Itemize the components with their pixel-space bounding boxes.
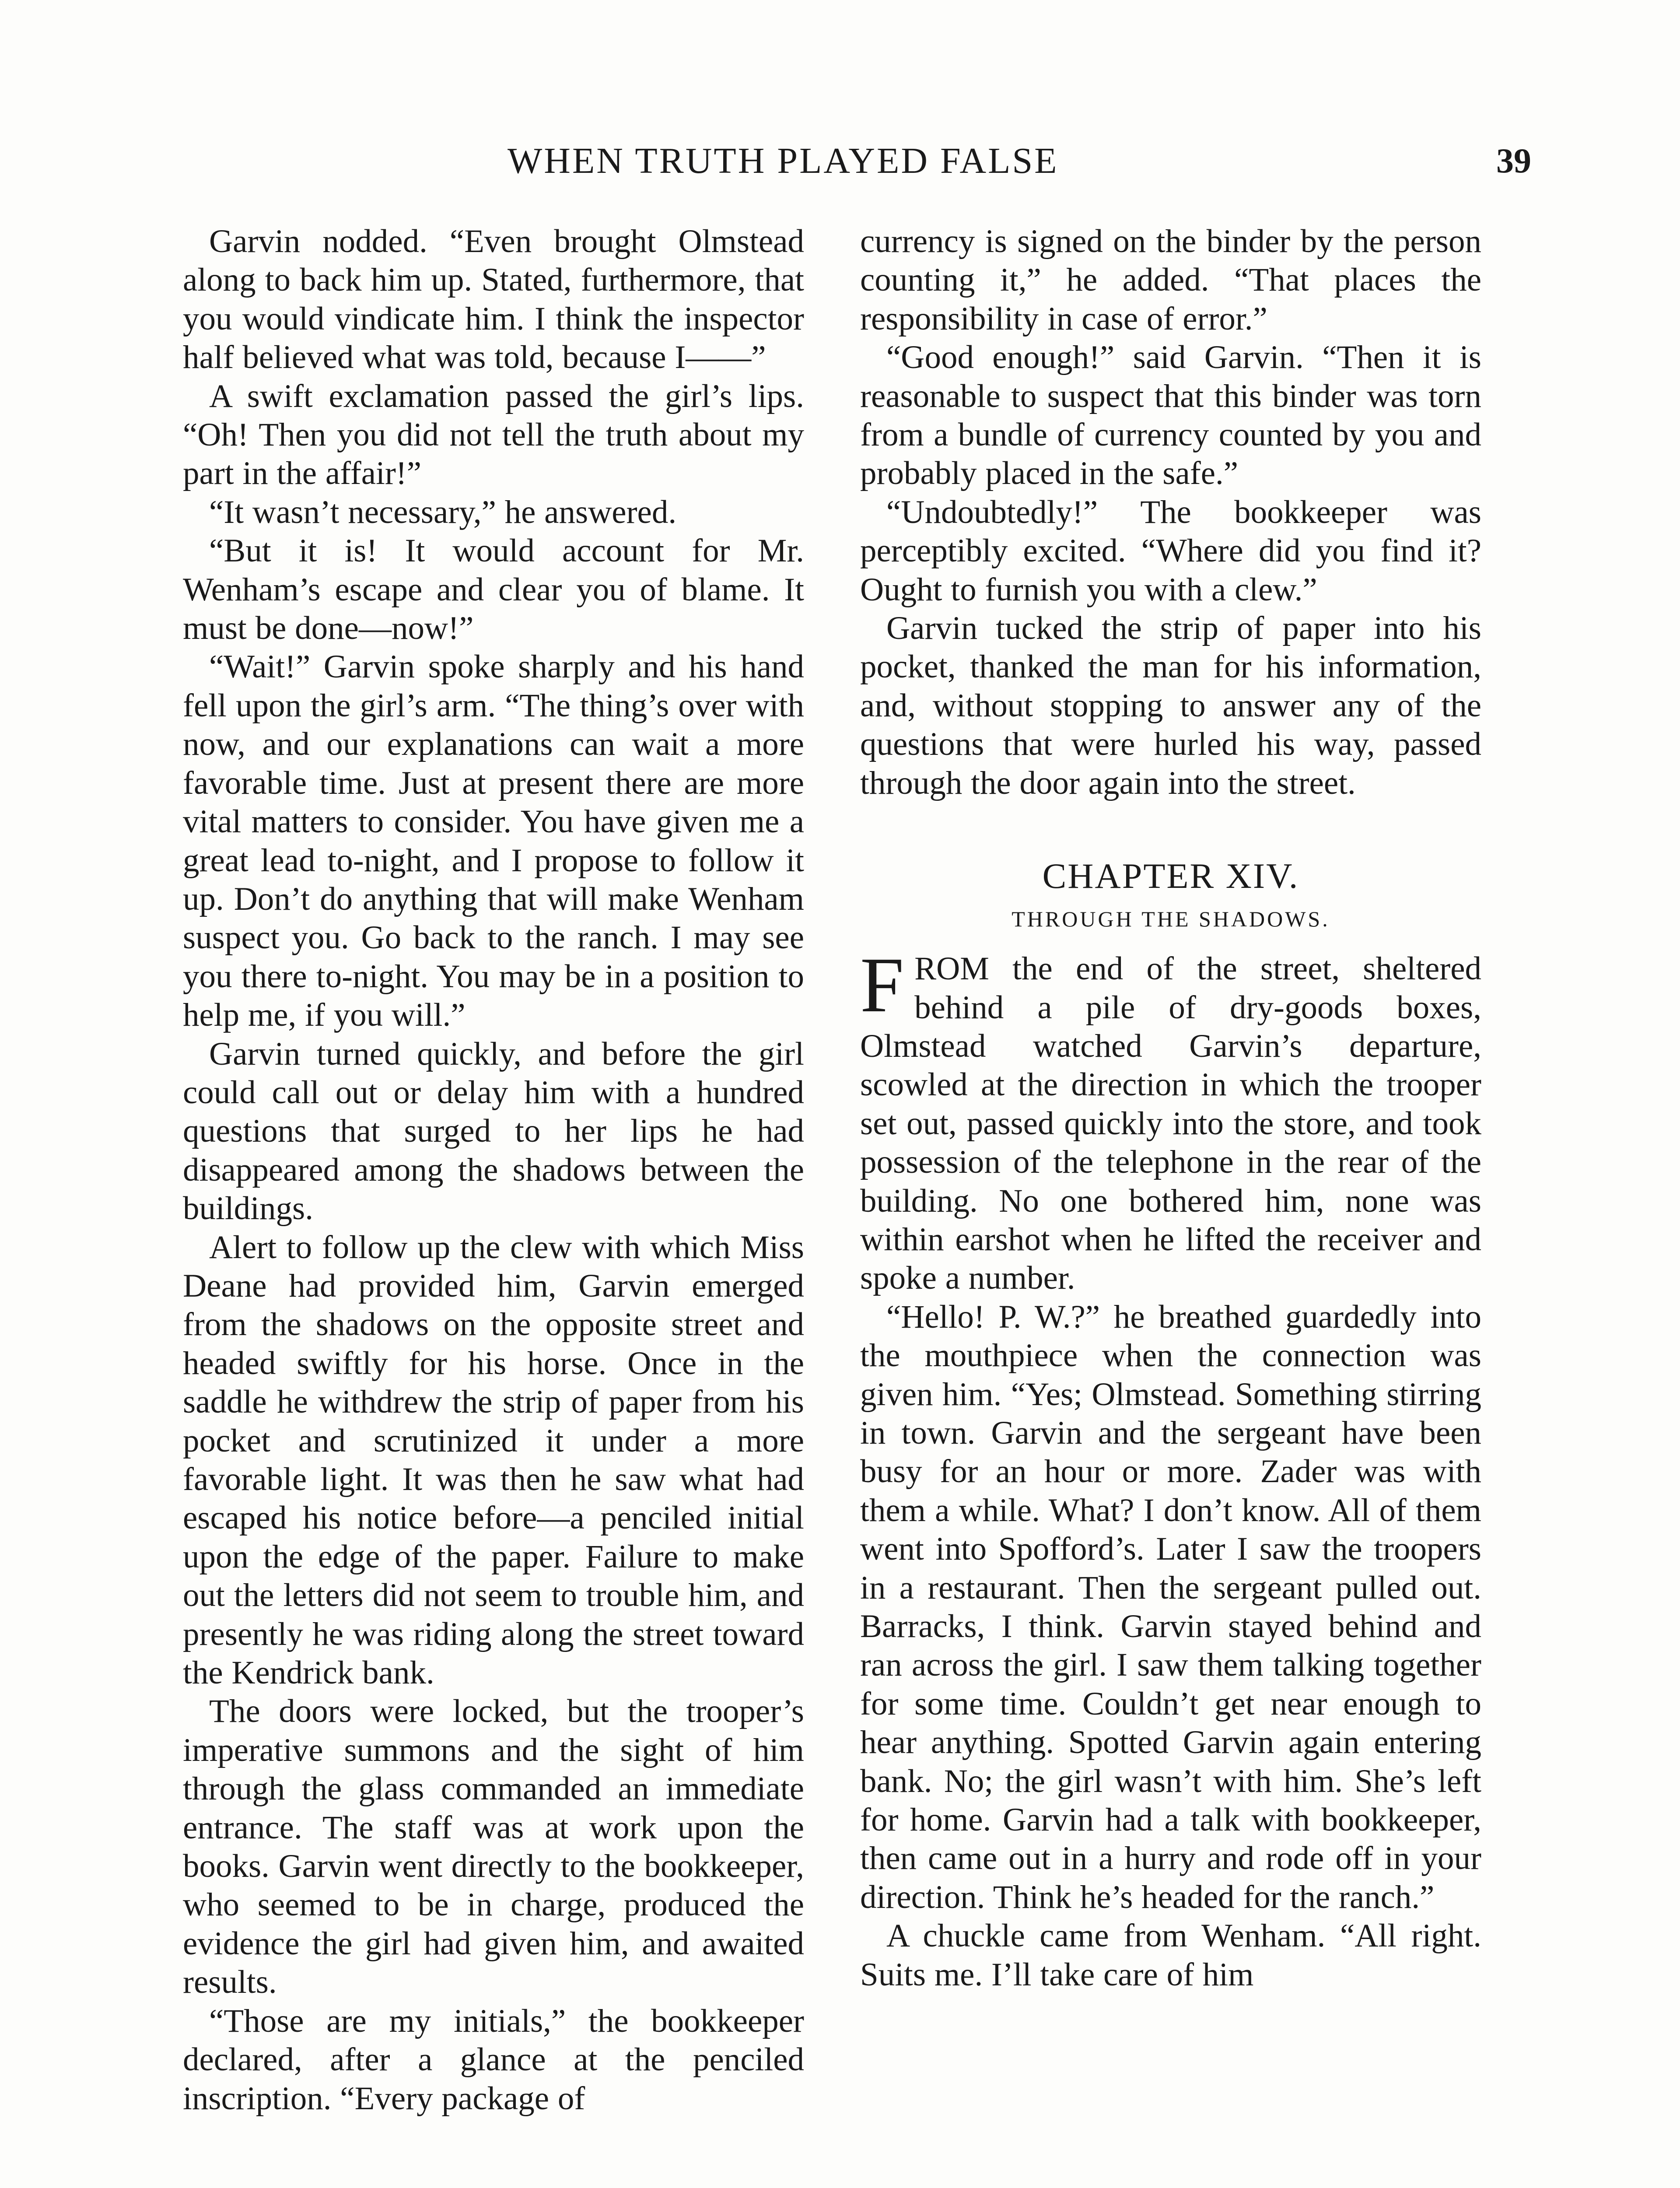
paragraph: “Those are my initials,” the bookkeeper declared, after a glance at the penciled inscription. “Every package of (183, 2002, 804, 2117)
running-head (175, 139, 1531, 183)
paragraph: The doors were locked, but the trooper’s imperative summons and the sight of him through the glass commanded an immediate entrance. The staff was at work upon the books. Garvin went directly to the bookkeeper, who seemed to be in charge, produced the evidence the girl had given him, and awaited results. (183, 1693, 804, 2001)
paragraph-continued: currency is signed on the binder by the person counting it,” he added. “That places the responsibility in case of error.” (860, 223, 1481, 337)
paragraph: “Wait!” Garvin spoke sharply and his hand fell upon the girl’s arm. “The thing’s over with now, and our explanations can wait a more favorable time. Just at present there are more vital matters to consider. You have given me a great lead to-night, and I propose to follow it up. Don’t do anything that will make Wenham suspect you. Go back to the ranch. I may see you there to-night. You may be in a position to help me, if you will.” (183, 649, 804, 1034)
chapter-title-block (860, 854, 1481, 936)
chapter-heading: CHAPTER XIV. (1042, 856, 1299, 896)
paragraph: “Hello! P. W.?” he breathed guardedly into the mouthpiece when the connection was given him. “Yes; Olmstead. Something stirring in town. Garvin and the sergeant have been busy for an hour or more. Zader was with them a while. What? I don’t know. All of them went into Spofford’s. Later I saw the troopers in a restaurant. Then the sergeant pulled out. Barracks, I think. Garvin stayed behind and ran across the girl. I saw them talking together for some time. Couldn’t get near enough to hear anything. Spotted Garvin again entering bank. No; the girl wasn’t with him. She’s left for home. Garvin had a talk with bookkeeper, then came out in a hurry and rode off in your direction. Think he’s headed for the ranch.” (860, 1298, 1481, 1915)
page-number: 39 (1496, 142, 1531, 180)
chapter-subtitle: THROUGH THE SHADOWS. (1012, 907, 1330, 932)
paragraph: “But it is! It would account for Mr. Wenham’s escape and clear you of blame. It must be done—now!” (183, 533, 804, 647)
paragraph: A chuckle came from Wenham. “All right. Suits me. I’ll take care of him (860, 1918, 1481, 1993)
opening-text: ROM the end of the street, sheltered behind a pile of dry-goods boxes, Olmstead watched Garvin’s departure, scowled at the direction in which the trooper set out, passed quickly into the store, and took possession of the telephone in the rear of the building. No one bothered him, none was within earshot when he lifted the receiver and spoke a number. (860, 950, 1481, 1297)
paragraph: Alert to follow up the clew with which Miss Deane had provided him, Garvin emerged from the shadows on the opposite street and headed swiftly for his horse. Once in the saddle he withdrew the strip of paper from his pocket and scrutinized it under a more favorable light. It was then he saw what had escaped his notice before—a penciled initial upon the edge of the paper. Failure to make out the letters did not seem to trouble him, and presently he was riding along the street toward the Kendrick bank. (183, 1229, 804, 1691)
paragraph: A swift exclamation passed the girl’s lips. “Oh! Then you did not tell the truth about my part in the affair!” (183, 378, 804, 492)
drop-cap: F (860, 941, 904, 1029)
paragraph: Garvin nodded. “Even brought Olmstead along to back him up. Stated, furthermore, that you would vindicate him. I think the inspector half believed what was told, because I——” (183, 223, 804, 376)
paragraph: “Good enough!” said Garvin. “Then it is reasonable to suspect that this binder was torn from a bundle of currency counted by you and probably placed in the safe.” (860, 339, 1481, 492)
running-title: WHEN TRUTH PLAYED FALSE (508, 140, 1059, 181)
right-column (860, 222, 1481, 1994)
left-column (183, 222, 804, 2118)
paragraph: Garvin tucked the strip of paper into his pocket, thanked the man for his information, and, without stopping to answer any of the questions that were hurled his way, passed through the door again into the street. (860, 610, 1481, 801)
paragraph: Garvin turned quickly, and before the girl could call out or delay him with a hundred questions that surged to her lips he had disappeared among the shadows between the buildings. (183, 1035, 804, 1227)
chapter-opening-paragraph (860, 941, 1481, 1298)
paragraph: “Undoubtedly!” The bookkeeper was perceptibly excited. “Where did you find it? Ought to furnish you with a clew.” (860, 494, 1481, 608)
paragraph: “It wasn’t necessary,” he answered. (209, 494, 677, 530)
